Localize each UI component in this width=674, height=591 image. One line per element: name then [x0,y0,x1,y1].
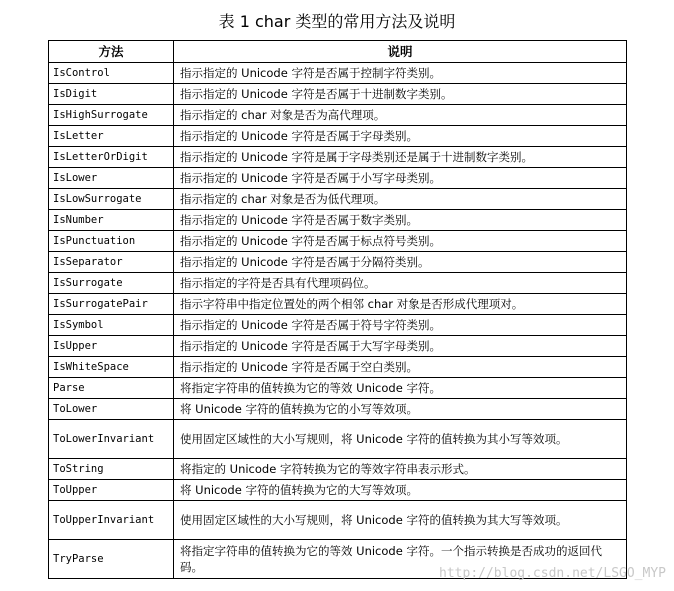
method-name: ToUpper [49,480,174,501]
table-row [49,501,627,540]
method-description: 指示指定的 char 对象是否为高代理项。 [174,105,627,126]
table-row [49,63,627,84]
method-description: 指示指定的 Unicode 字符是属于字母类别还是属于十进制数字类别。 [174,147,627,168]
method-description: 使用固定区域性的大小写规则，将 Unicode 字符的值转换为其小写等效项。 [174,420,627,459]
method-description: 将指定字符串的值转换为它的等效 Unicode 字符。 [174,378,627,399]
method-description: 指示指定的 Unicode 字符是否属于控制字符类别。 [174,63,627,84]
method-description: 将指定字符串的值转换为它的等效 Unicode 字符。一个指示转换是否成功的返回代码。 [174,540,627,579]
method-name: IsNumber [49,210,174,231]
method-name: ToUpperInvariant [49,501,174,540]
method-name: IsSeparator [49,252,174,273]
method-name: IsHighSurrogate [49,105,174,126]
method-name: Parse [49,378,174,399]
method-description: 指示指定的 Unicode 字符是否属于字母类别。 [174,126,627,147]
table-row [49,480,627,501]
method-name: TryParse [49,540,174,579]
method-description: 指示指定的 Unicode 字符是否属于符号字符类别。 [174,315,627,336]
table-header-row [49,41,627,63]
method-description: 指示指定的 Unicode 字符是否属于空白类别。 [174,357,627,378]
method-name: ToLower [49,399,174,420]
method-description: 指示字符串中指定位置处的两个相邻 char 对象是否形成代理项对。 [174,294,627,315]
method-name: IsLetterOrDigit [49,147,174,168]
header-description: 说明 [174,41,627,63]
method-name: IsLower [49,168,174,189]
header-method: 方法 [49,41,174,63]
method-description: 指示指定的字符是否具有代理项码位。 [174,273,627,294]
method-name: IsSurrogate [49,273,174,294]
table-row [49,105,627,126]
table-row [49,315,627,336]
method-name: IsLowSurrogate [49,189,174,210]
table-row [49,126,627,147]
table-row [49,459,627,480]
table-row [49,231,627,252]
table-row [49,420,627,459]
table-row [49,273,627,294]
method-description: 指示指定的 Unicode 字符是否属于小写字母类别。 [174,168,627,189]
table-row [49,189,627,210]
method-name: IsControl [49,63,174,84]
methods-table [48,40,627,579]
method-name: IsSymbol [49,315,174,336]
method-name: IsLetter [49,126,174,147]
table-row [49,84,627,105]
method-description: 指示指定的 char 对象是否为低代理项。 [174,189,627,210]
method-description: 指示指定的 Unicode 字符是否属于数字类别。 [174,210,627,231]
method-description: 将 Unicode 字符的值转换为它的小写等效项。 [174,399,627,420]
table-title: 表 1 char 类型的常用方法及说明 [218,12,456,31]
method-name: IsDigit [49,84,174,105]
table-row [49,147,627,168]
method-description: 指示指定的 Unicode 字符是否属于分隔符类别。 [174,252,627,273]
method-description: 将 Unicode 字符的值转换为它的大写等效项。 [174,480,627,501]
table-row [49,294,627,315]
method-description: 将指定的 Unicode 字符转换为它的等效字符串表示形式。 [174,459,627,480]
table-row [49,336,627,357]
method-description: 使用固定区域性的大小写规则，将 Unicode 字符的值转换为其大写等效项。 [174,501,627,540]
table-row [49,252,627,273]
table-row [49,399,627,420]
method-name: IsWhiteSpace [49,357,174,378]
method-name: ToString [49,459,174,480]
method-name: IsUpper [49,336,174,357]
method-description: 指示指定的 Unicode 字符是否属于大写字母类别。 [174,336,627,357]
method-name: IsPunctuation [49,231,174,252]
table-row [49,378,627,399]
watermark: http://blog.csdn.net/LSGO_MYP [439,566,666,581]
table-row [49,357,627,378]
table-row [49,168,627,189]
method-description: 指示指定的 Unicode 字符是否属于十进制数字类别。 [174,84,627,105]
method-name: ToLowerInvariant [49,420,174,459]
table-row [49,210,627,231]
method-description: 指示指定的 Unicode 字符是否属于标点符号类别。 [174,231,627,252]
method-name: IsSurrogatePair [49,294,174,315]
